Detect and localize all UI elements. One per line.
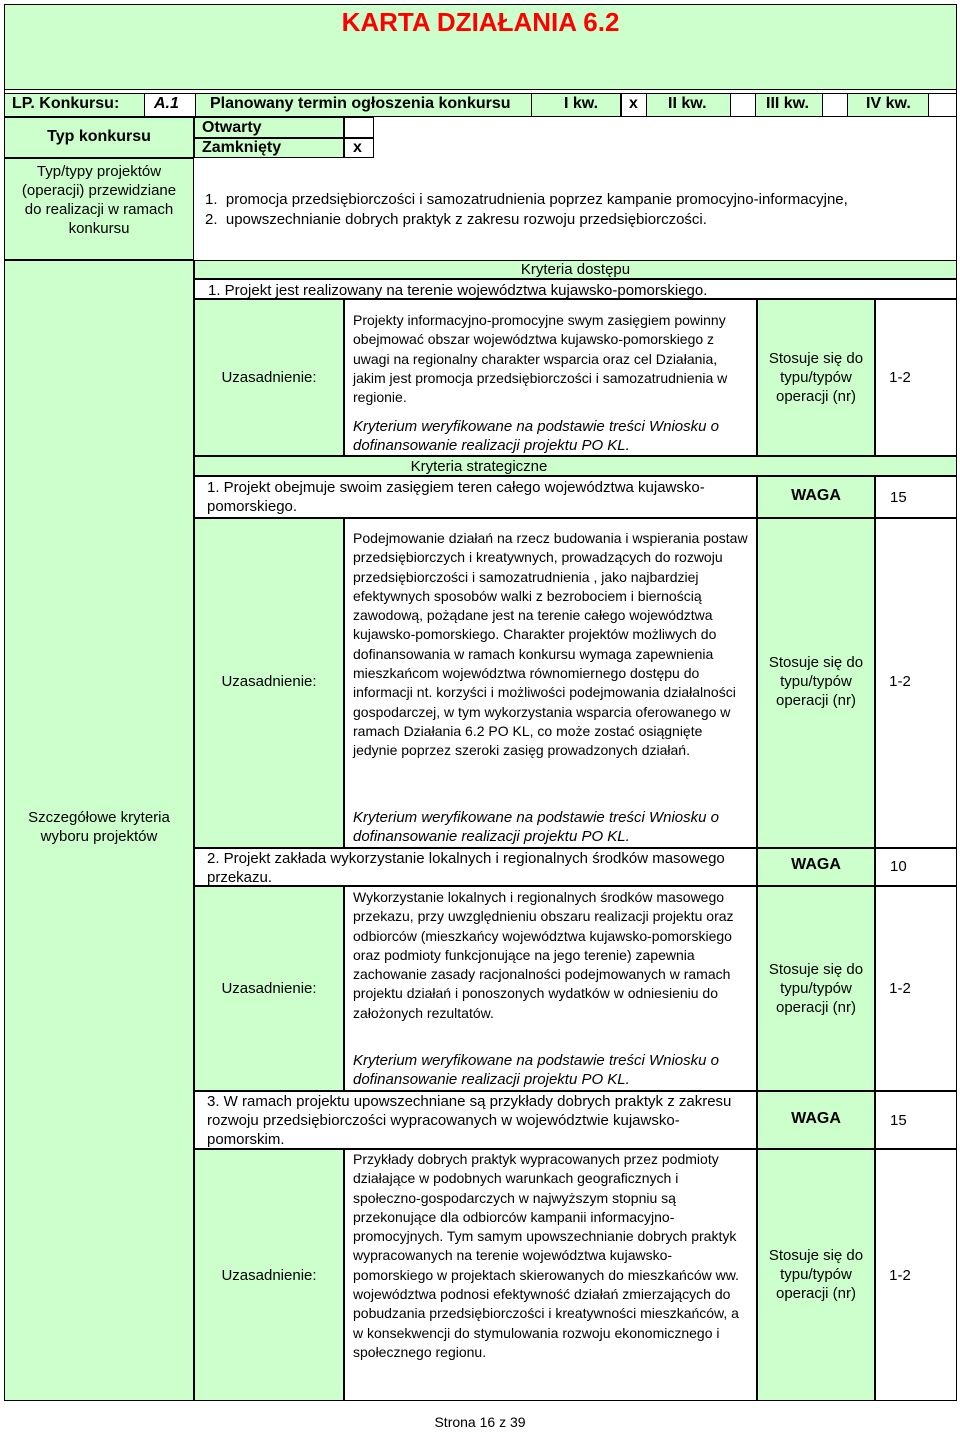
criterion-3-applies: Stosuje się do typu/typów operacji (nr) xyxy=(768,1247,864,1302)
access-just-label: Uzasadnienie: xyxy=(221,369,317,386)
q3-label: III kw. xyxy=(766,95,809,112)
q3-mark-cell xyxy=(822,93,848,117)
criterion-3-weight-label: WAGA xyxy=(791,1110,841,1127)
project-type-1: 1. promocja przedsiębiorczości i samozatrudnienia poprzez kampanie promocyjno-informacyjne, xyxy=(205,191,848,208)
criterion-3-justification: Przykłady dobrych praktyk wypracowanych przez podmioty działające w podobnych warunkach geograficznych i społeczno-gospodarczych w najwyższym stopniu są przekonujące dla odbiorców kampanii informacyjno-promocyjnych. Tym samym upowszechnianie dobrych praktyk wypracowanych na terenie województwa kujawsko-pomorskiego w projektach skierowanych do mieszkańców ww. województwa podnosi efektywność działań zmierzających do pobudzania przedsiębiorczości i kreatywności mieszkańców, a w konsekwencji do stymulowania rozwoju ekonomicznego i społecznego regionu. xyxy=(353,1151,739,1360)
access-justification: Projekty informacyjno-promocyjne swym zasięgiem powinny obejmować obszar województwa kujawsko-pomorskiego z uwagi na regionalny charakter wsparcia oraz cel Działania, jakim jest promocja przedsiębiorczości i samozatrudnienia w regionie. xyxy=(353,312,728,406)
criterion-2-weight-value-cell xyxy=(875,848,957,886)
access-applies: Stosuje się do typu/typów operacji (nr) xyxy=(768,350,864,405)
type-closed: Zamknięty xyxy=(202,139,282,156)
q4-mark-cell xyxy=(928,93,957,117)
page-title: KARTA DZIAŁANIA 6.2 xyxy=(341,7,620,37)
q1-mark: x xyxy=(629,95,638,112)
criterion-1-weight: 15 xyxy=(890,489,907,506)
criterion-2-applies: Stosuje się do typu/typów operacji (nr) xyxy=(768,961,864,1016)
access-criterion-box xyxy=(194,279,957,299)
criterion-1-weight-label: WAGA xyxy=(791,487,841,504)
criterion-1-weight-value-cell xyxy=(875,476,957,518)
lp-value: A.1 xyxy=(154,95,179,112)
criterion-2-justification: Wykorzystanie lokalnych i regionalnych środków masowego przekazu, przy uwzględnieniu obszaru realizacji projektu oraz odbiorców (mieszkańcy województwa kujawsko-pomorskiego oraz podmioty funkcjonujące na jego terenie) zapewnia zachowanie zasady racjonalności podejmowanych w ramach projektu działań i ponoszonych wydatków w odniesieniu do założonych rezultatów. xyxy=(353,889,734,1021)
q1-label: I kw. xyxy=(564,95,599,112)
criteria-side-label: Szczegółowe kryteria wyboru projektów xyxy=(28,809,170,845)
q4-label: IV kw. xyxy=(866,95,911,112)
criterion-1-just-label: Uzasadnienie: xyxy=(221,673,317,690)
projects-label: Typ/typy projektów (operacji) przewidziane do realizacji w ramach konkursu xyxy=(21,163,177,237)
access-criterion: 1. Projekt jest realizowany na terenie województwa kujawsko-pomorskiego. xyxy=(208,282,708,299)
access-verified: Kryterium weryfikowane na podstawie treści Wniosku o dofinansowanie realizacji projektu PO KL. xyxy=(353,418,719,454)
criterion-3-just-label: Uzasadnienie: xyxy=(221,1267,317,1284)
criterion-2-just-label: Uzasadnienie: xyxy=(221,980,317,997)
page-number: Strona 16 z 39 xyxy=(434,1414,526,1430)
criterion-3-weight: 15 xyxy=(890,1112,907,1129)
criterion-1-text: 1. Projekt obejmuje swoim zasięgiem teren całego województwa kujawsko-pomorskiego. xyxy=(207,479,705,515)
criterion-1-verified: Kryterium weryfikowane na podstawie treści Wniosku o dofinansowanie realizacji projektu PO KL. xyxy=(353,809,719,845)
q2-mark-cell xyxy=(730,93,756,117)
criterion-1-justification: Podejmowanie działań na rzecz budowania i wspierania postaw przedsiębiorczych i kreatywnych, prowadzących do rozwoju przedsiębiorczości i samozatrudnienia , jako najbardziej efektywnych sposobów walki z bezrobociem i biernością zawodową, pożądane jest na terenie całego województwa kujawsko-pomorskiego. Charakter projektów możliwych do dofinansowania w ramach konkursu wymaga zapewnienia mieszkańcom województwa równomiernego dostępu do informacji nt. korzyści i możliwości podejmowania działalności gospodarczej, w tym wykorzystania wsparcia oferowanego w ramach Działania 6.2 PO KL, co może zostać osiągnięte jedynie poprzez szeroki zasięg prowadzonych działań. xyxy=(353,530,748,759)
type-open-mark-cell xyxy=(344,117,374,138)
criterion-1-applies: Stosuje się do typu/typów operacji (nr) xyxy=(768,654,864,709)
criterion-2-applies-value: 1-2 xyxy=(889,980,911,997)
criterion-2-text: 2. Projekt zakłada wykorzystanie lokalnych i regionalnych środków masowego przekazu. xyxy=(207,850,725,886)
planned-label: Planowany termin ogłoszenia konkursu xyxy=(210,95,511,112)
criterion-3-applies-value: 1-2 xyxy=(889,1267,911,1284)
strategic-title: Kryteria strategiczne xyxy=(410,458,548,475)
criterion-1-applies-value: 1-2 xyxy=(889,673,911,690)
type-closed-mark: x xyxy=(353,139,362,156)
criterion-3-text: 3. W ramach projektu upowszechniane są przykłady dobrych praktyk z zakresu rozwoju przedsiębiorczości wypracowanych w województwie kujawsko-pomorskim. xyxy=(207,1093,732,1148)
type-label: Typ konkursu xyxy=(47,128,151,145)
project-type-2-text: upowszechnianie dobrych praktyk z zakresu rozwoju przedsiębiorczości. xyxy=(225,211,707,228)
criterion-2-verified: Kryterium weryfikowane na podstawie treści Wniosku o dofinansowanie realizacji projektu PO KL. xyxy=(353,1052,719,1088)
criterion-2-weight: 10 xyxy=(890,858,907,875)
q2-label: II kw. xyxy=(668,95,707,112)
project-type-2: 2. upowszechnianie dobrych praktyk z zakresu rozwoju przedsiębiorczości. xyxy=(205,211,707,228)
criterion-3-weight-value-cell xyxy=(875,1091,957,1149)
lp-label: LP. Konkursu: xyxy=(12,95,120,112)
access-title: Kryteria dostępu xyxy=(520,261,631,278)
access-applies-value: 1-2 xyxy=(889,369,911,386)
project-type-1-text: promocja przedsiębiorczości i samozatrudnienia poprzez kampanie promocyjno-informacyjne, xyxy=(225,191,848,208)
type-open: Otwarty xyxy=(202,119,262,136)
criterion-2-weight-label: WAGA xyxy=(791,856,841,873)
